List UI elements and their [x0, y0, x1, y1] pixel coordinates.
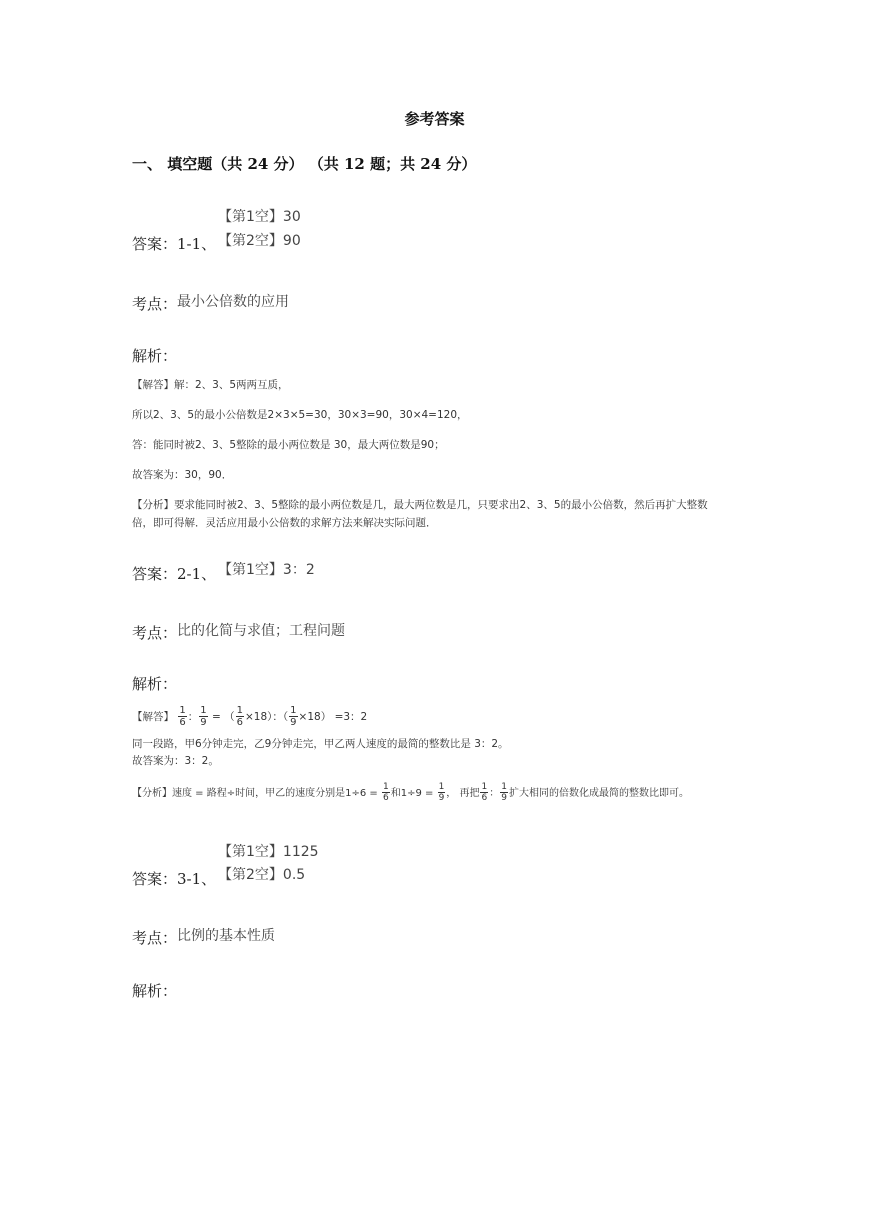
- q1-analysis-line: 【解答】解：2、3、5两两互质，: [132, 379, 289, 391]
- section-heading: 一、 填空题（共 24 分） （共 12 题；共 24 分）: [132, 155, 477, 173]
- fraction-1-6: $\frac{1}{6}$: [382, 782, 389, 803]
- q2-analysis-line: 故答案为：3：2。: [132, 755, 219, 767]
- q3-blank-1: 【第1空】1125: [218, 844, 319, 860]
- q1-analysis-label: 解析：: [132, 347, 178, 365]
- fraction-1-6: $\frac{1}{6}$: [481, 782, 488, 803]
- q1-analysis-line: 倍，即可得解．灵活应用最小公倍数的求解方法来解决实际问题．: [132, 517, 437, 529]
- q2-blank-1: 【第1空】3：2: [218, 562, 315, 578]
- q2-point-value: 比的化简与求值；工程问题: [177, 623, 345, 639]
- q2-analysis-label: 解析：: [132, 675, 178, 693]
- q1-analysis-line: 所以2、3、5的最小公倍数是2×3×5=30，30×3=90，30×4=120，: [132, 409, 468, 421]
- q2-point-label: 考点：: [132, 624, 178, 642]
- q2-analysis-summary: 【分析】速度 = 路程÷时间，甲乙的速度分别是1÷6 = $\frac{1}{6}$ 和1÷9 = $\frac{1}{9}$ ， 再把 $\frac{1}{6}$ ： $\frac{1}{9}$ 扩大相同的倍数化成最简的整数比即可。: [132, 782, 689, 803]
- q2-analysis-line: 同一段路，甲6分钟走完，乙9分钟走完，甲乙两人速度的最简的整数比是 3：2。: [132, 738, 509, 750]
- fraction-1-9: $\frac{1}{9}$: [290, 705, 297, 728]
- q2-answer-label: 答案：2-1、: [132, 565, 217, 583]
- q3-blank-2: 【第2空】0.5: [218, 867, 306, 883]
- fraction-1-9: $\frac{1}{9}$: [200, 705, 207, 728]
- q1-blank-2: 【第2空】90: [218, 233, 301, 249]
- q2-solve-line: 【解答】 $\frac{1}{6}$ ： $\frac{1}{9}$ = （ $\frac{1}{6}$ ×18）：（ $\frac{1}{9}$ ×18） =3：2: [132, 705, 368, 728]
- q1-analysis-line: 【分析】要求能同时被2、3、5整除的最小两位数是几，最大两位数是几，只要求出2、3、5的最小公倍数，然后再扩大整数: [132, 499, 708, 511]
- q1-point-value: 最小公倍数的应用: [177, 294, 289, 310]
- q3-answer-label: 答案：3-1、: [132, 870, 217, 888]
- fraction-1-6: $\frac{1}{6}$: [236, 705, 243, 728]
- q1-analysis-line: 答：能同时被2、3、5整除的最小两位数是 30，最大两位数是90；: [132, 439, 445, 451]
- fraction-1-9: $\frac{1}{9}$: [438, 782, 445, 803]
- q1-answer-label: 答案：1-1、: [132, 235, 217, 253]
- q1-blank-1: 【第1空】30: [218, 209, 301, 225]
- q3-point-value: 比例的基本性质: [177, 928, 275, 944]
- page-title: 参考答案: [404, 110, 465, 128]
- fraction-1-9: $\frac{1}{9}$: [501, 782, 507, 803]
- fraction-1-6: $\frac{1}{6}$: [179, 705, 186, 728]
- q1-analysis-line: 故答案为：30，90．: [132, 469, 233, 481]
- q1-point-label: 考点：: [132, 295, 178, 313]
- q3-point-label: 考点：: [132, 929, 178, 947]
- q3-analysis-label: 解析：: [132, 982, 178, 1000]
